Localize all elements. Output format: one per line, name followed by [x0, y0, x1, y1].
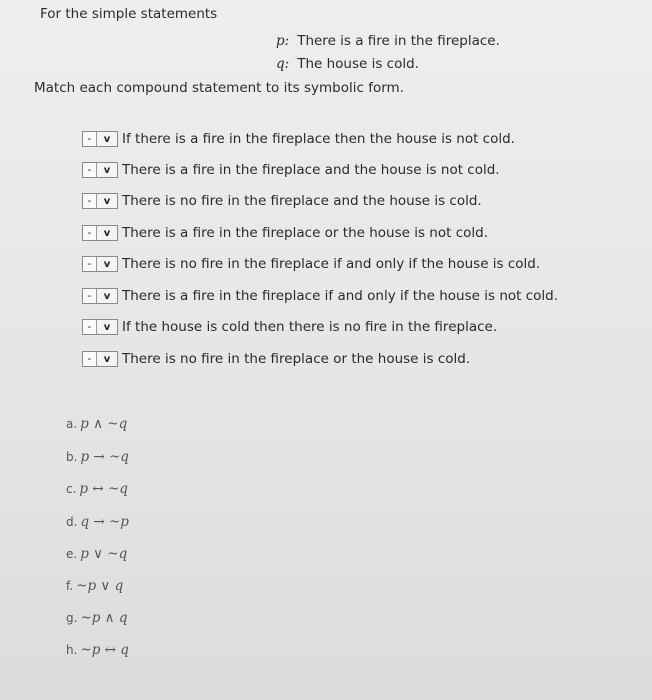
option-symbol: p ↔ ~q: [79, 481, 128, 497]
option-e: [66, 546, 127, 562]
statement-q-text: The house is cold.: [297, 56, 419, 72]
compound-statement-2: There is a fire in the fireplace and the house is not cold.: [122, 162, 500, 178]
option-c: [66, 481, 128, 497]
match-select-5[interactable]: [82, 256, 118, 272]
match-select-4[interactable]: [82, 225, 118, 241]
match-row-5: [82, 254, 540, 274]
chevron-down-icon: v: [96, 163, 117, 177]
match-row-4: [82, 223, 488, 243]
match-select-7[interactable]: [82, 319, 118, 335]
match-row-6: [82, 286, 558, 306]
compound-statement-6: There is a fire in the fireplace if and only if the house is not cold.: [122, 288, 559, 304]
option-f: [66, 578, 123, 594]
option-a: [66, 416, 127, 432]
option-label: a.: [66, 417, 78, 431]
compound-statement-5: There is no fire in the fireplace if and only if the house is cold.: [122, 256, 541, 272]
statement-p: [276, 33, 500, 49]
match-select-6[interactable]: [82, 288, 118, 304]
option-b: [66, 449, 129, 465]
statement-q: [276, 56, 419, 72]
match-row-2: [82, 160, 500, 180]
option-symbol: p → ~q: [80, 449, 129, 465]
option-symbol: ~p ∨ q: [76, 578, 124, 594]
option-label: d.: [66, 515, 78, 529]
match-row-7: [82, 317, 497, 337]
chevron-down-icon: v: [96, 352, 117, 366]
option-g: [66, 610, 128, 626]
select-value: -: [87, 132, 92, 145]
statement-q-var: q:: [276, 56, 290, 72]
match-select-8[interactable]: [82, 351, 118, 367]
compound-statement-1: If there is a fire in the fireplace then the house is not cold.: [122, 131, 515, 147]
intro-text: For the simple statements: [40, 6, 218, 22]
select-value: -: [87, 226, 92, 239]
option-d: [66, 514, 129, 530]
select-value: -: [87, 194, 92, 207]
match-select-3[interactable]: [82, 193, 118, 209]
option-symbol: p ∧ ~q: [80, 416, 128, 432]
match-select-2[interactable]: [82, 162, 118, 178]
instruction-text: Match each compound statement to its symbolic form.: [34, 80, 404, 96]
option-symbol: p ∨ ~q: [80, 546, 128, 562]
match-row-8: [82, 349, 470, 369]
option-symbol: ~p ∧ q: [80, 610, 128, 626]
select-value: -: [87, 289, 92, 302]
compound-statement-3: There is no fire in the fireplace and the house is cold.: [122, 193, 482, 209]
option-label: f.: [66, 579, 74, 593]
option-h: [66, 642, 129, 658]
chevron-down-icon: v: [96, 320, 117, 334]
select-value: -: [87, 320, 92, 333]
option-label: g.: [66, 611, 78, 625]
chevron-down-icon: v: [96, 132, 117, 146]
match-row-1: [82, 129, 515, 149]
option-label: e.: [66, 547, 78, 561]
statement-p-var: p:: [276, 33, 290, 49]
compound-statement-8: There is no fire in the fireplace or the house is cold.: [122, 351, 471, 367]
select-value: -: [87, 257, 92, 270]
option-symbol: ~p ↔ q: [80, 642, 129, 658]
select-value: -: [87, 352, 92, 365]
chevron-down-icon: v: [96, 289, 117, 303]
option-label: h.: [66, 643, 78, 657]
match-select-1[interactable]: [82, 131, 118, 147]
chevron-down-icon: v: [96, 257, 117, 271]
compound-statement-7: If the house is cold then there is no fire in the fireplace.: [122, 319, 498, 335]
statement-p-text: There is a fire in the fireplace.: [297, 33, 500, 49]
select-value: -: [87, 163, 92, 176]
option-label: c.: [66, 482, 77, 496]
chevron-down-icon: v: [96, 194, 117, 208]
option-label: b.: [66, 450, 78, 464]
compound-statement-4: There is a fire in the fireplace or the house is not cold.: [122, 225, 488, 241]
chevron-down-icon: v: [96, 226, 117, 240]
match-row-3: [82, 191, 482, 211]
option-symbol: q → ~p: [80, 514, 129, 530]
